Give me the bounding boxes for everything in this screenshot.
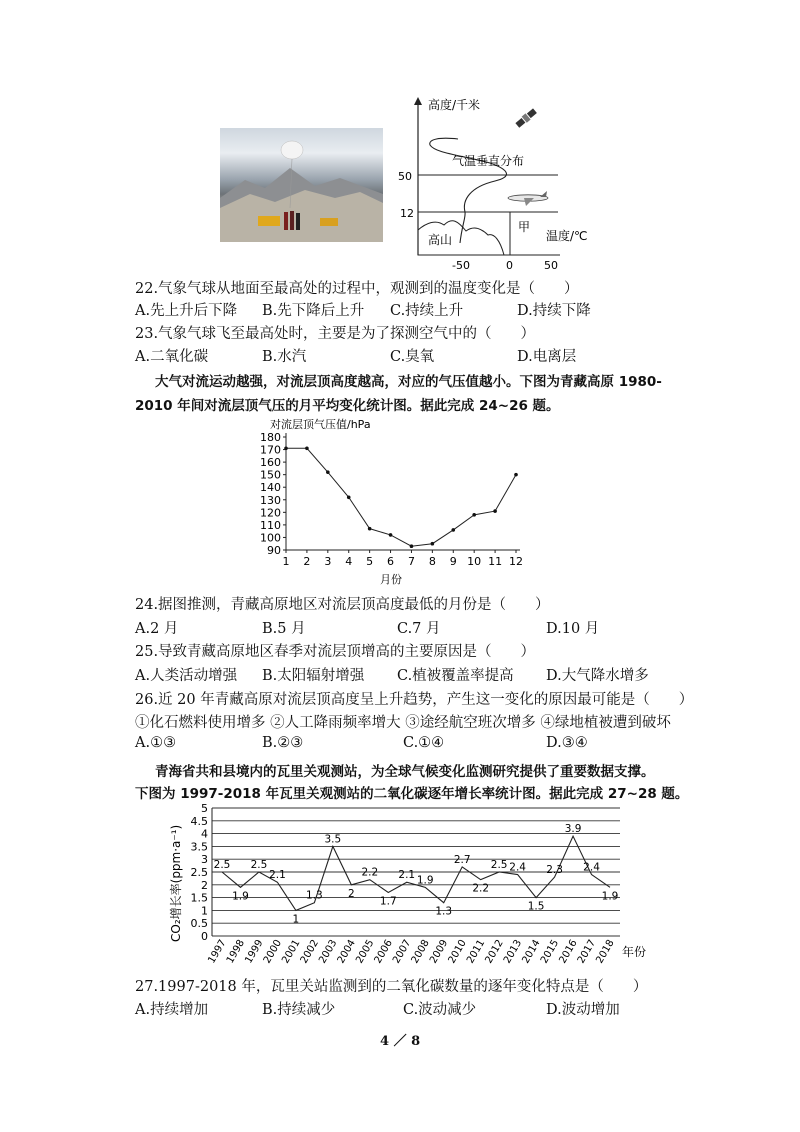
y-tick-50: 50 [398,170,412,183]
q25-option-a[interactable]: A.人类活动增强 [135,668,238,684]
chart2-x-tick-label: 2008 [409,938,432,966]
chart1-y-tick-label: 100 [260,531,281,545]
satellite-icon [515,108,538,129]
q24-option-c[interactable]: C.7 月 [397,621,441,637]
chart2-data-label: 2.5 [490,859,508,871]
chart1-y-tick-label: 140 [260,481,281,495]
chart2-data-label: 2.2 [472,882,490,895]
chart2-y-tick-label: 4 [201,827,208,841]
chart2-x-tick-label: 1997 [206,938,229,966]
chart2-y-tick-label: 0.5 [190,917,208,931]
q27-stem: 27.1997-2018 年，瓦里关站监测到的二氧化碳数量的逐年变化特点是（ ） [135,979,648,995]
chart1-x-tick-label: 10 [467,555,482,568]
intro-24-26-line2: 2010 年间对流层顶气压的月平均变化统计图。据此完成 24~26 题。 [135,398,560,414]
chart2-x-tick-label: 1999 [243,938,266,966]
chart1-x-tick-label: 9 [449,555,457,568]
chart1-data-point [305,447,309,451]
chart2-ylabel: CO₂增长率(ppm·a⁻¹) [169,824,183,942]
chart2-x-tick-label: 2007 [391,938,414,966]
chart1-series-line [286,448,516,546]
chart2-x-tick-label: 2012 [483,938,506,966]
chart2-x-tick-label: 2015 [538,938,562,966]
chart2-y-tick-label: 2.5 [190,866,208,879]
x-tick-neg50: -50 [452,259,470,272]
temperature-altitude-diagram [400,95,590,275]
chart2-data-label: 2.4 [583,861,600,874]
q23-stem: 23.气象气球飞至最高处时，主要是为了探测空气中的（ ） [135,326,536,342]
x-tick-50: 50 [544,259,558,272]
q26-option-d[interactable]: D.③④ [546,735,588,751]
chart2-xlabel: 年份 [622,945,647,959]
chart2-data-label: 3.9 [564,823,582,836]
airplane-icon [508,191,548,206]
chart1-data-point [493,509,497,513]
chart2-x-tick-label: 2016 [557,938,580,966]
q23-option-d[interactable]: D.电离层 [517,349,577,365]
chart2-x-tick-label: 2001 [280,938,303,966]
q24-stem: 24.据图推测，青藏高原地区对流层顶高度最低的月份是（ ） [135,597,550,613]
chart2-data-label: 2 [347,887,355,900]
chart2-data-label: 2.5 [250,859,268,871]
q25-option-c[interactable]: C.植被覆盖率提高 [397,668,514,684]
q22-option-b[interactable]: B.先下降后上升 [262,303,365,319]
chart1-data-point [410,544,414,548]
mountain-label: 高山 [428,233,453,247]
chart2-data-label: 2.3 [546,864,563,877]
chart2-y-tick-label: 3.5 [190,840,208,854]
y-tick-12: 12 [400,207,414,220]
chart2-data-label: 1.5 [527,900,545,913]
region-label: 甲 [518,220,531,234]
chart2-data-label: 1.9 [232,890,249,903]
chart2-x-tick-label: 2011 [465,938,488,966]
chart1-data-point [514,473,518,477]
q22-option-a[interactable]: A.先上升后下降 [135,303,238,319]
chart1-y-tick-label: 130 [260,493,281,507]
chart2-data-label: 2.2 [361,866,379,879]
chart2-x-tick-label: 2009 [428,938,451,966]
q27-option-c[interactable]: C.波动减少 [403,1002,477,1018]
chart1-x-tick-label: 2 [303,555,311,568]
chart1-xlabel: 月份 [380,573,402,586]
chart2-data-label: 3.5 [324,833,342,846]
chart2-y-tick-label: 1.5 [190,891,208,905]
chart1-x-tick-label: 12 [509,555,523,568]
chart2-data-label: 1.7 [379,895,397,908]
chart2-data-label: 1.9 [416,874,434,887]
chart1-data-point [326,470,330,474]
chart2-y-tick-label: 0 [201,930,208,943]
q22-stem: 22.气象气球从地面至最高处的过程中，观测到的温度变化是（ ） [135,281,579,297]
q26-stem: 26.近 20 年青藏高原对流层顶高度呈上升趋势，产生这一变化的原因最可能是（ ） [135,692,694,708]
chart2-data-label: 2.4 [509,861,526,874]
q27-option-d[interactable]: D.波动增加 [546,1002,620,1018]
chart2-x-tick-label: 2004 [335,938,358,966]
q23-option-c[interactable]: C.臭氧 [390,349,435,365]
chart1-y-tick-label: 180 [260,431,281,444]
q26-option-a[interactable]: A.①③ [135,735,177,751]
chart2-x-tick-label: 1998 [224,938,248,966]
chart2-data-label: 2.7 [453,853,471,866]
chart2-x-tick-label: 2003 [317,938,340,966]
intro-27-28-line1: 青海省共和县境内的瓦里关观测站，为全球气候变化监测研究提供了重要数据支撑。 [155,764,655,780]
q26-option-c[interactable]: C.①④ [403,735,445,751]
chart1-x-tick-label: 8 [428,555,436,568]
chart1-data-point [389,533,393,537]
chart2-data-label: 2.1 [269,869,286,882]
chart1-data-point [368,527,372,531]
chart2-y-tick-label: 1 [201,904,208,918]
q24-option-b[interactable]: B.5 月 [262,621,306,637]
q22-option-c[interactable]: C.持续上升 [390,303,464,319]
q26-option-b[interactable]: B.②③ [262,735,304,751]
q25-stem: 25.导致青藏高原地区春季对流层顶增高的主要原因是（ ） [135,644,536,660]
x-axis-label: 温度/℃ [546,229,588,243]
chart1-data-point [284,447,288,451]
chart1-ylabel: 对流层顶气压值/hPa [270,418,371,431]
q25-option-d[interactable]: D.大气降水增多 [546,668,649,684]
chart2-x-tick-label: 2002 [298,938,321,966]
chart2-x-tick-label: 2010 [446,938,469,966]
page-number: 4 ／ 8 [380,1034,421,1049]
q25-option-b[interactable]: B.太阳辐射增强 [262,668,365,684]
chart2-data-label: 2.1 [398,869,416,882]
chart1-data-point [431,542,435,546]
q24-option-a[interactable]: A.2 月 [135,621,179,637]
chart1-data-point [451,528,455,532]
q24-option-d[interactable]: D.10 月 [546,621,600,637]
q26-choices: ①化石燃料使用增多 ②人工降雨频率增大 ③途经航空班次增多 ④绿地植被遭到破坏 [135,715,671,731]
chart2-y-tick-label: 2 [201,878,208,892]
q23-option-a[interactable]: A.二氧化碳 [135,349,209,365]
chart2-data-label: 2.5 [213,859,231,871]
chart1-y-tick-label: 120 [260,506,281,520]
tropopause-pressure-chart [250,415,530,587]
x-tick-0: 0 [506,259,513,272]
chart2-x-tick-label: 2014 [520,938,543,966]
chart1-y-tick-label: 110 [260,518,281,532]
chart2-x-tick-label: 2000 [261,938,285,966]
chart1-x-tick-label: 11 [488,555,503,568]
chart1-data-point [472,513,476,517]
chart2-data-label: 1.3 [435,905,453,918]
chart2-x-tick-label: 2013 [501,938,525,966]
chart1-x-tick-label: 1 [282,555,290,568]
q22-option-d[interactable]: D.持续下降 [517,303,591,319]
chart1-x-tick-label: 3 [324,555,332,568]
chart2-x-tick-label: 2017 [575,938,599,966]
chart2-y-tick-label: 3 [201,853,208,867]
q27-option-b[interactable]: B.持续减少 [262,1002,336,1018]
co2-growth-chart [160,800,660,968]
chart1-y-tick-label: 150 [260,468,281,482]
chart1-y-tick-label: 170 [260,443,281,457]
chart1-x-tick-label: 5 [366,555,374,568]
weather-balloon-photo [220,128,383,242]
chart1-x-tick-label: 7 [407,555,415,568]
chart1-x-tick-label: 6 [387,555,395,568]
chart2-x-tick-label: 2006 [372,938,395,966]
chart1-data-point [347,495,351,499]
intro-27-28-line2: 下图为 1997-2018 年瓦里关观测站的二氧化碳逐年增长率统计图。据此完成 27~28 题。 [135,786,689,802]
chart1-x-tick-label: 4 [345,555,353,568]
chart2-y-tick-label: 5 [201,802,208,815]
chart1-y-tick-label: 160 [260,456,281,470]
q27-option-a[interactable]: A.持续增加 [135,1002,209,1018]
chart2-data-label: 1 [292,913,300,926]
q23-option-b[interactable]: B.水汽 [262,349,307,365]
chart2-data-label: 1.9 [601,890,619,903]
chart1-y-tick-label: 90 [267,544,281,557]
chart2-x-tick-label: 2018 [594,938,617,966]
curve-label: 气温垂直分布 [452,154,525,168]
chart2-y-tick-label: 4.5 [190,814,208,828]
photo-drawing [220,128,383,242]
chart2-x-tick-label: 2005 [354,938,377,966]
intro-24-26-line1: 大气对流运动越强，对流层顶高度越高，对应的气压值越小。下图为青藏高原 1980- [155,374,662,390]
chart2-data-label: 1.3 [306,889,323,902]
y-axis-label: 高度/千米 [428,98,481,112]
